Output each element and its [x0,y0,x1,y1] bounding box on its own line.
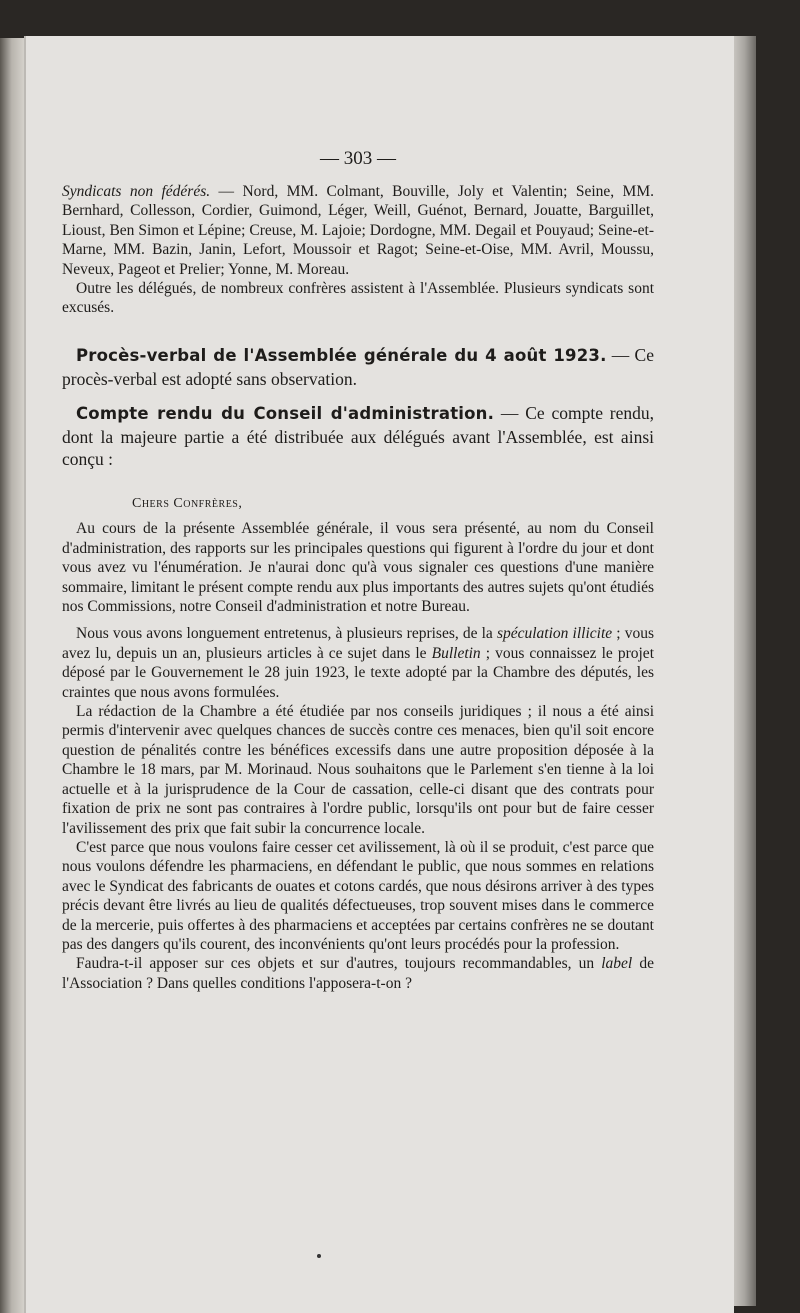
letter-paragraph-5 [62,954,654,993]
speculation-illicite-term: spéculation illicite [496,625,613,643]
label-term: label [601,955,633,973]
outre-paragraph: Outre les délégués, de nombreux confrères assistent à l'Assemblée. Plusieurs syndicats sont excusés. [62,280,654,317]
letter-salutation: Chers Confrères, [132,496,243,511]
letter-section [62,494,654,993]
page-number: — 303 — [320,148,396,169]
proces-verbal-text: — Ce procès-verbal est adopté sans observation. [62,345,654,389]
letter-paragraph-3: La rédaction de la Chambre a été étudiée par nos conseils juridiques ; il nous a été ainsi permis d'intervenir avec quelques chances de succès contre ces menaces, bien qu'il soit encore question de pénalités contre les bénéfices excessifs dans une autre proposition déposée à la Chambre le 18 mars, par M. Morinaud. Nous souhaitons que le Parlement s'en tienne à la loi actuelle et à la jurisprudence de la Cour de cassation, celle-ci disant que des contrats pour fixation de prix ne sont pas contraires à l'ordre public, lorsqu'ils ont pour but de faire cesser l'avilissement des prix que fait subir la concurrence locale. [62,703,654,837]
letter-paragraph-1: Au cours de la présente Assemblée générale, il vous sera présenté, au nom du Conseil d'administration, des rapports sur les principales questions qui figurent à l'ordre du jour et dont vous avez vu l'énumération. Je n'aurai donc qu'à vous signaler ces questions d'une manière sommaire, limitant le présent compte rendu aux plus importants des autres sujets qu'ont étudiés nos Commissions, notre Conseil d'administration et notre Bureau. [62,520,654,616]
letter-paragraph-5-part-b: de l'Association ? Dans quelles conditions l'apposera-t-on ? [62,955,654,992]
letter-paragraph-4: C'est parce que nous voulons faire cesser cet avilissement, là où il se produit, c'est parce que nous voulons défendre les pharmaciens, en défendant le public, que nous sommes en relations avec le Syndicat des fabricants de ouates et cotons cardés, que nous désirons arriver à des types précis devant être livrés au lieu de qualités défectueuses, trop souvent mises dans le commerce de la mercerie, puis offertes à des pharmaciens et acceptées par certains confrères ne se doutant pas des dangers qu'ils courent, des inconvénients qu'ont leurs procédés pour la profession. [62,838,654,953]
attendance-section [62,182,654,318]
left-page-edge [0,38,26,1313]
letter-paragraph-2-part-a: Nous vous avons longuement entretenus, à plusieurs reprises, de la [76,625,497,643]
syndicats-paragraph [62,182,654,279]
compte-rendu-paragraph [62,402,654,471]
compte-rendu-text: — Ce compte rendu, dont la majeure partie a été distribuée aux délégués avant l'Assemblée, est ainsi conçu : [62,403,655,469]
syndicats-label: Syndicats non fédérés. [62,183,211,200]
letter-paragraph-2-part-b: ; vous avez lu, depuis un an, plusieurs articles à ce sujet dans le [62,625,654,662]
syndicats-text: — Nord, MM. Colmant, Bouville, Joly et Valentin; Seine, MM. Bernhard, Collesson, Cordier, Guimond, Léger, Weill, Guénot, Bernard, Jouatte, Barguillet, Lioust, Ben Simon et Lépine; Creuse, M. Lajoie; Dordogne, MM. Degail et Pouyaud; Seine-et-Marne, MM. Bazin, Janin, Lefort, Moussoir et Ragot; Seine-et-Oise, MM. Avril, Moussu, Neveux, Pageot et Prelier; Yonne, M. Moreau. [62,183,654,278]
ink-speck [317,1254,321,1258]
letter-paragraph-2-part-c: ; vous connaissez le projet déposé par le Gouvernement le 28 juin 1923, le texte adopté par la Chambre des députés, les craintes que nous avons formulées. [62,644,654,701]
letter-paragraph-2 [62,624,654,702]
proces-verbal-section [62,344,654,390]
bulletin-title: Bulletin [431,644,481,662]
book-page [24,36,734,1313]
compte-rendu-heading: Compte rendu du Conseil d'administration. [76,404,495,423]
letter-paragraph-5-part-a: Faudra-t-il apposer sur ces objets et sur d'autres, toujours recommandables, un [76,955,602,973]
compte-rendu-section [62,402,654,471]
proces-verbal-heading: Procès-verbal de l'Assemblée générale du 4 août 1923. [76,346,607,365]
proces-verbal-paragraph [62,344,654,390]
